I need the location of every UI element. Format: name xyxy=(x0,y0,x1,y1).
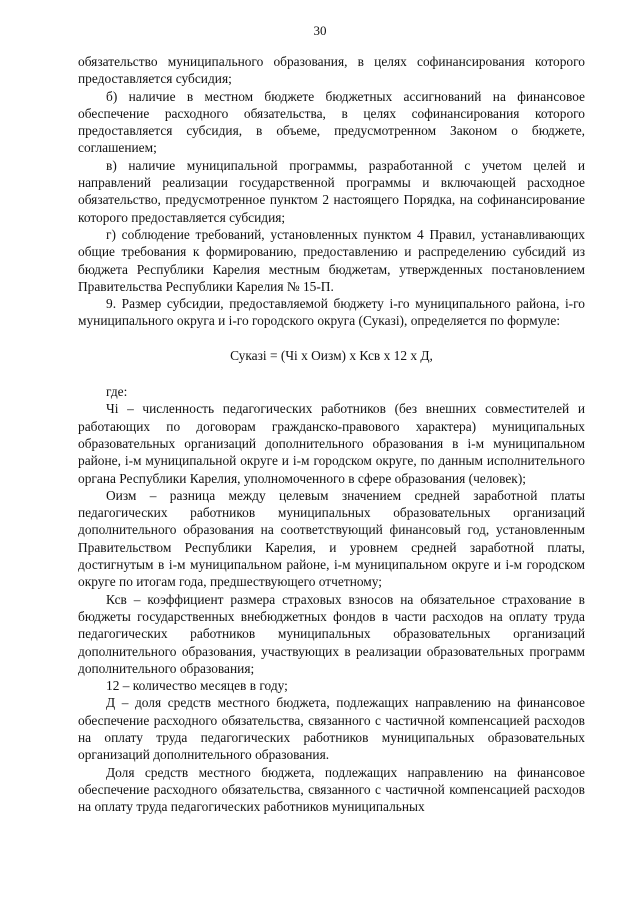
paragraph-item-g: г) соблюдение требований, установленных пунктом 4 Правил, устанавливающих общие требования к формированию, предоставлению и распределению субсидий из бюджета Республики Карелия местным бюджетам, утвержденных постановлением Правительства Республики Карелия № 15-П. xyxy=(78,226,585,294)
subsidy-formula: Суказі = (Чі х Оизм) х Ксв х 12 х Д, xyxy=(230,347,433,363)
definition-chi: Чі – численность педагогических работников (без внешних совместителей и работающих по договорам гражданско-правового характера) муниципальных образовательных организаций дополнительного образования в i-м муниципальном районе, i-м муниципальной округе и i-м городском округе, по данным исполнительного органа Республики Карелия, уполномоченного в сфере образования (человек); xyxy=(78,401,585,486)
page-number: 30 xyxy=(313,23,327,38)
paragraph-item-v: в) наличие муниципальной программы, разработанной с учетом целей и направлений реализации государственной программы и включающей расходное обязательство, предусмотренное пунктом 2 настоящего Порядка, на софинансирование которого предоставляется субсидия; xyxy=(78,157,585,225)
document-body xyxy=(78,53,585,815)
paragraph-9: 9. Размер субсидии, предоставляемой бюджету i-го муниципального района, i-го муниципального округа и i-го городского округа (Суказі), определяется по формуле: xyxy=(78,296,585,329)
paragraph-item-b: б) наличие в местном бюджете бюджетных ассигнований на финансовое обеспечение расходного обязательства, в целях софинансирования которого предоставляется субсидия, в объеме, предусмотренном Законом о бюджете, соглашением; xyxy=(78,88,585,156)
definitions-intro: где: xyxy=(106,384,128,400)
definition-12: 12 – количество месяцев в году; xyxy=(106,678,288,694)
paragraph-continuation: обязательство муниципального образования, в целях софинансирования которого предоставляется субсидия; xyxy=(78,54,585,87)
paragraph-budget-share: Доля средств местного бюджета, подлежащих направлению на финансовое обеспечение расходного обязательства, связанного с частичной компенсацией расходов на оплату труда педагогических работников муниципальных xyxy=(78,764,585,815)
definition-ksv: Ксв – коэффициент размера страховых взносов на обязательное страхование в бюджеты государственных внебюджетных фондов в части расходов на оплату труда педагогических работников муниципальных образовательных организаций дополнительного образования, участвующих в реализации образовательных программ дополнительного образования; xyxy=(78,591,585,676)
definition-oizm: Оизм – разница между целевым значением средней заработной платы педагогических работников муниципальных образовательных организаций дополнительного образования на соответствующий финансовый год, установленным Правительством Республики Карелия, и уровнем средней заработной платы, достигнутым в i-м муниципальном районе, i-м муниципальном округе и i-м городском округе по итогам года, предшествующего отчетному; xyxy=(78,487,585,590)
definition-d: Д – доля средств местного бюджета, подлежащих направлению на финансовое обеспечение расходного обязательства, связанного с частичной компенсацией расходов на оплату труда педагогических работников муниципальных образовательных организаций дополнительного образования. xyxy=(78,695,585,763)
